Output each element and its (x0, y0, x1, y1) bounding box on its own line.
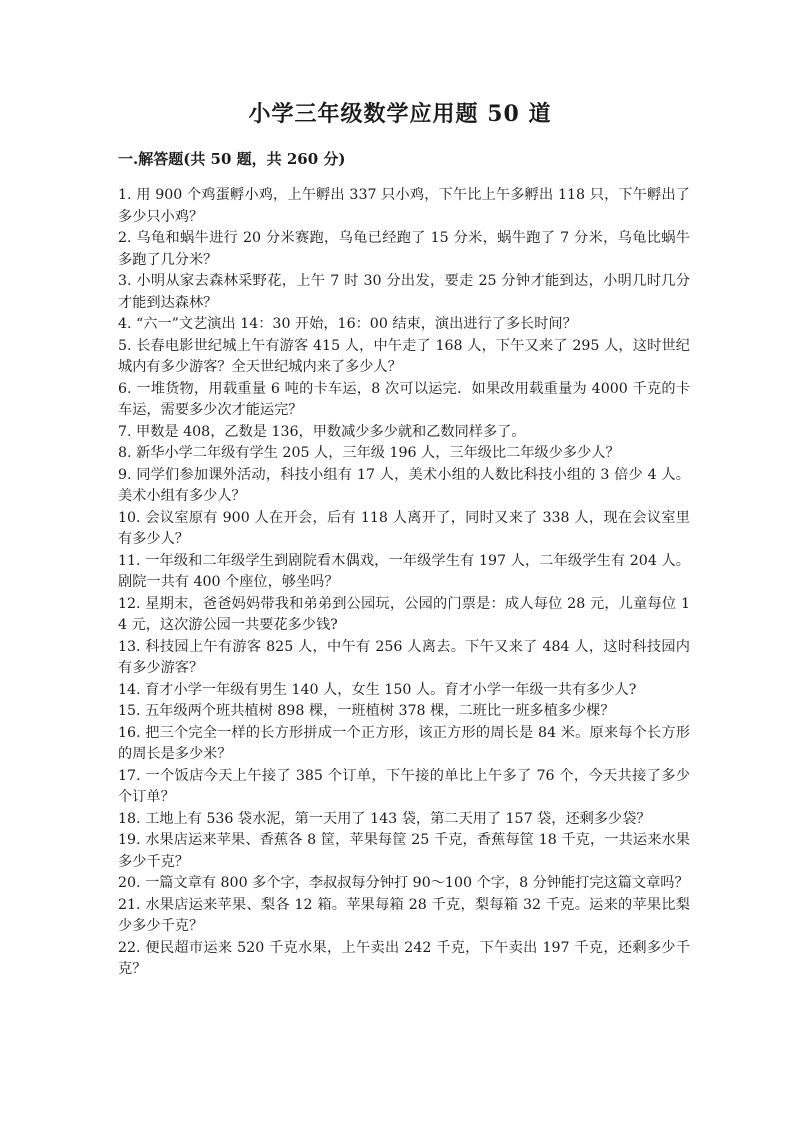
problem-item-15: 15. 五年级两个班共植树 898 棵，一班植树 378 棵，二班比一班多植多少棵？ (118, 703, 615, 719)
section-heading: 一.解答题(共 50 题，共 260 分) (118, 150, 346, 168)
problem-item-6: 6. 一堆货物，用载重量 6 吨的卡车运，8 次可以运完．如果改用载重量为 4000 千克的卡车运，需要多少次才能运完？ (118, 380, 690, 418)
problem-item-18: 18. 工地上有 536 袋水泥，第一天用了 143 袋，第二天用了 157 袋，还剩多少袋？ (118, 810, 651, 827)
problem-item-21: 21. 水果店运来苹果、梨各 12 箱。苹果每箱 28 千克，梨每箱 32 千克。运来的苹果比梨少多少千克？ (118, 896, 690, 934)
document-title: 小学三年级数学应用题 50 道 (248, 101, 552, 127)
problem-item-3: 3. 小明从家去森林采野花，上午 7 时 30 分出发，要走 25 分钟才能到达，小明几时几分才能到达森林？ (118, 273, 690, 311)
problem-item-5: 5. 长春电影世纪城上午有游客 415 人，中午走了 168 人，下午又来了 295 人，这时世纪城内有多少游客？全天世纪城内来了多少人？ (118, 337, 690, 375)
problem-item-22: 22. 便民超市运来 520 千克水果，上午卖出 242 千克，下午卖出 197 千克，还剩多少千克？ (118, 939, 690, 977)
problem-item-11: 11. 一年级和二年级学生到剧院看木偶戏，一年级学生有 197 人，二年级学生有 204 人。剧院一共有 400 个座位，够坐吗？ (118, 552, 690, 590)
problem-item-2: 2. 乌龟和蜗牛进行 20 分米赛跑，乌龟已经跑了 15 分米，蜗牛跑了 7 分米，乌龟比蜗牛多跑了几分米？ (118, 230, 690, 268)
problem-item-14: 14. 育才小学一年级有男生 140 人，女生 150 人。育才小学一年级一共有多少人? (118, 681, 637, 698)
problem-item-16: 16. 把三个完全一样的长方形拼成一个正方形，该正方形的周长是 84 米。原来每个长方形的周长是多少米？ (118, 724, 690, 762)
problem-item-19: 19. 水果店运来苹果、香蕉各 8 筐，苹果每筐 25 千克，香蕉每筐 18 千克，一共运来水果多少千克？ (118, 832, 690, 870)
problem-item-13: 13. 科技园上午有游客 825 人，中午有 256 人离去。下午又来了 484 人，这时科技园内有多少游客？ (118, 638, 690, 676)
problem-list (118, 185, 690, 981)
problem-item-20: 20. 一篇文章有 800 多个字，李叔叔每分钟打 90～100 个字，8 分钟能打完这篇文章吗？ (118, 875, 689, 891)
problem-item-9: 9. 同学们参加课外活动，科技小组有 17 人，美术小组的人数比科技小组的 3 倍少 4 人。美术小组有多少人？ (118, 466, 690, 504)
problem-item-8: 8. 新华小学二年级有学生 205 人，三年级 196 人，三年级比二年级少多少人？ (118, 445, 620, 461)
problem-item-10: 10. 会议室原有 900 人在开会，后有 118 人离开了，同时又来了 338 人，现在会议室里有多少人？ (118, 509, 690, 547)
problem-item-1: 1. 用 900 个鸡蛋孵小鸡，上午孵出 337 只小鸡，下午比上午多孵出 118 只，下午孵出了多少只小鸡？ (118, 187, 690, 225)
problem-item-4: 4. “六一”文艺演出 14：30 开始，16：00 结束，演出进行了多长时间？ (118, 316, 577, 332)
problem-item-12: 12. 星期末，爸爸妈妈带我和弟弟到公园玩，公园的门票是：成人每位 28 元，儿童每位 14 元，这次游公园一共要花多少钱? (118, 595, 690, 633)
problem-item-7: 7. 甲数是 408，乙数是 136，甲数减少多少就和乙数同样多了。 (118, 423, 526, 440)
problem-item-17: 17. 一个饭店今天上午接了 385 个订单，下午接的单比上午多了 76 个，今天共接了多少个订单？ (118, 767, 690, 805)
